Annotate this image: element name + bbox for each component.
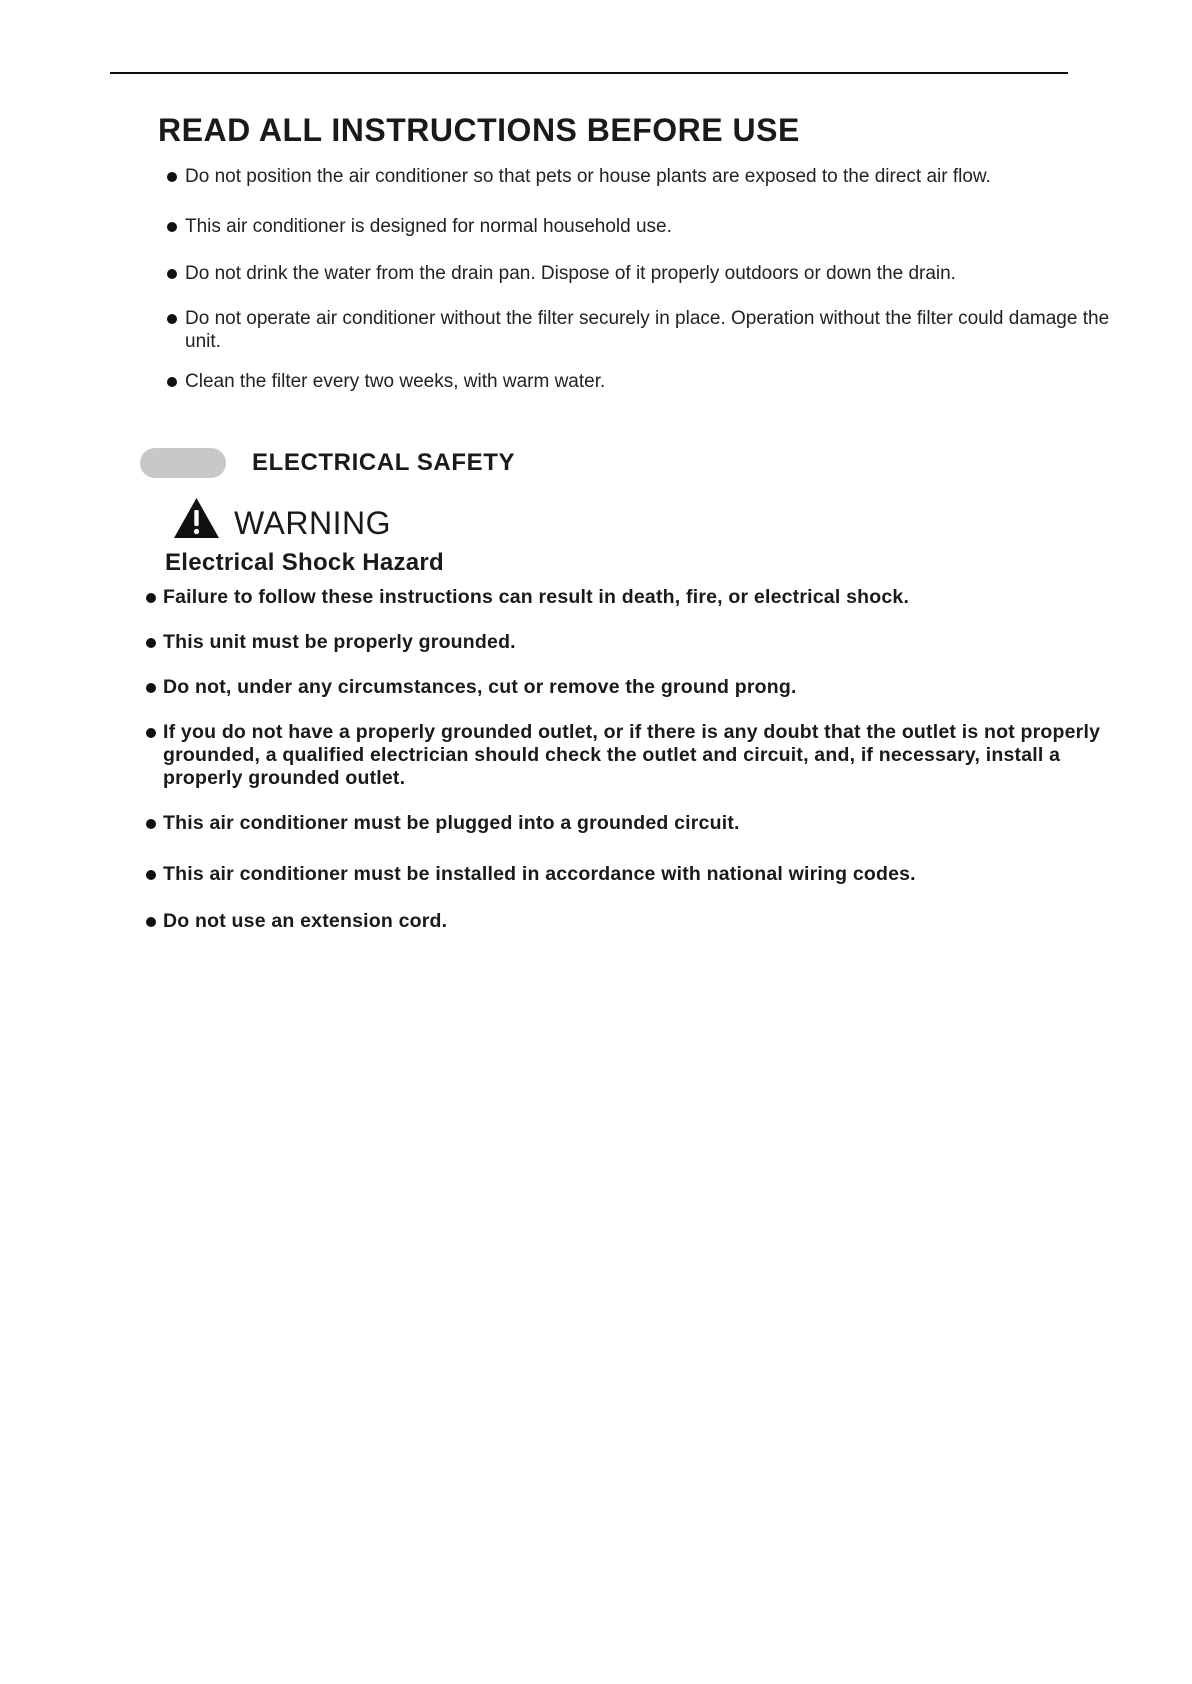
list-item-text: This air conditioner must be plugged into a grounded circuit.	[163, 812, 740, 834]
hazard-title: Electrical Shock Hazard	[165, 549, 445, 576]
list-item-text: Clean the filter every two weeks, with warm water.	[185, 371, 606, 392]
page-title: READ ALL INSTRUCTIONS BEFORE USE	[158, 112, 800, 148]
bullet-icon	[146, 917, 156, 927]
warning-label: WARNING	[234, 505, 391, 541]
bullet-icon	[146, 870, 156, 880]
bullet-icon	[167, 314, 177, 324]
bullet-icon	[146, 728, 156, 738]
list-item-text: This unit must be properly grounded.	[163, 631, 516, 653]
list-item-text: Do not operate air conditioner without the filter securely in place. Operation without the filter could damage the unit.	[185, 308, 1110, 352]
list-item-text: Do not, under any circumstances, cut or remove the ground prong.	[163, 676, 797, 698]
header-rule	[110, 72, 1068, 74]
bullet-icon	[167, 377, 177, 387]
list-item-text: This air conditioner must be installed in accordance with national wiring codes.	[163, 863, 916, 885]
list-item-text: Do not use an extension cord.	[163, 910, 448, 932]
list-item-text: This air conditioner is designed for normal household use.	[185, 216, 672, 237]
bullet-icon	[167, 269, 177, 279]
section-title: ELECTRICAL SAFETY	[252, 449, 516, 476]
bullet-icon	[167, 172, 177, 182]
section-marker	[140, 448, 226, 478]
bullet-icon	[146, 683, 156, 693]
bullet-icon	[146, 593, 156, 603]
list-item-text: If you do not have a properly grounded outlet, or if there is any doubt that the outlet is not properly grounded, a qualified electrician should check the outlet and circuit, and, if necessary, install a properly grounded outlet.	[163, 721, 1101, 789]
bullet-icon	[146, 638, 156, 648]
list-item-text: Failure to follow these instructions can result in death, fire, or electrical shock.	[163, 586, 910, 608]
warning-triangle-icon	[173, 497, 220, 539]
list-item-text: Do not position the air conditioner so that pets or house plants are exposed to the direct air flow.	[185, 166, 991, 187]
bullet-icon	[146, 819, 156, 829]
list-item-text: Do not drink the water from the drain pan. Dispose of it properly outdoors or down the drain.	[185, 263, 956, 284]
bullet-icon	[167, 222, 177, 232]
